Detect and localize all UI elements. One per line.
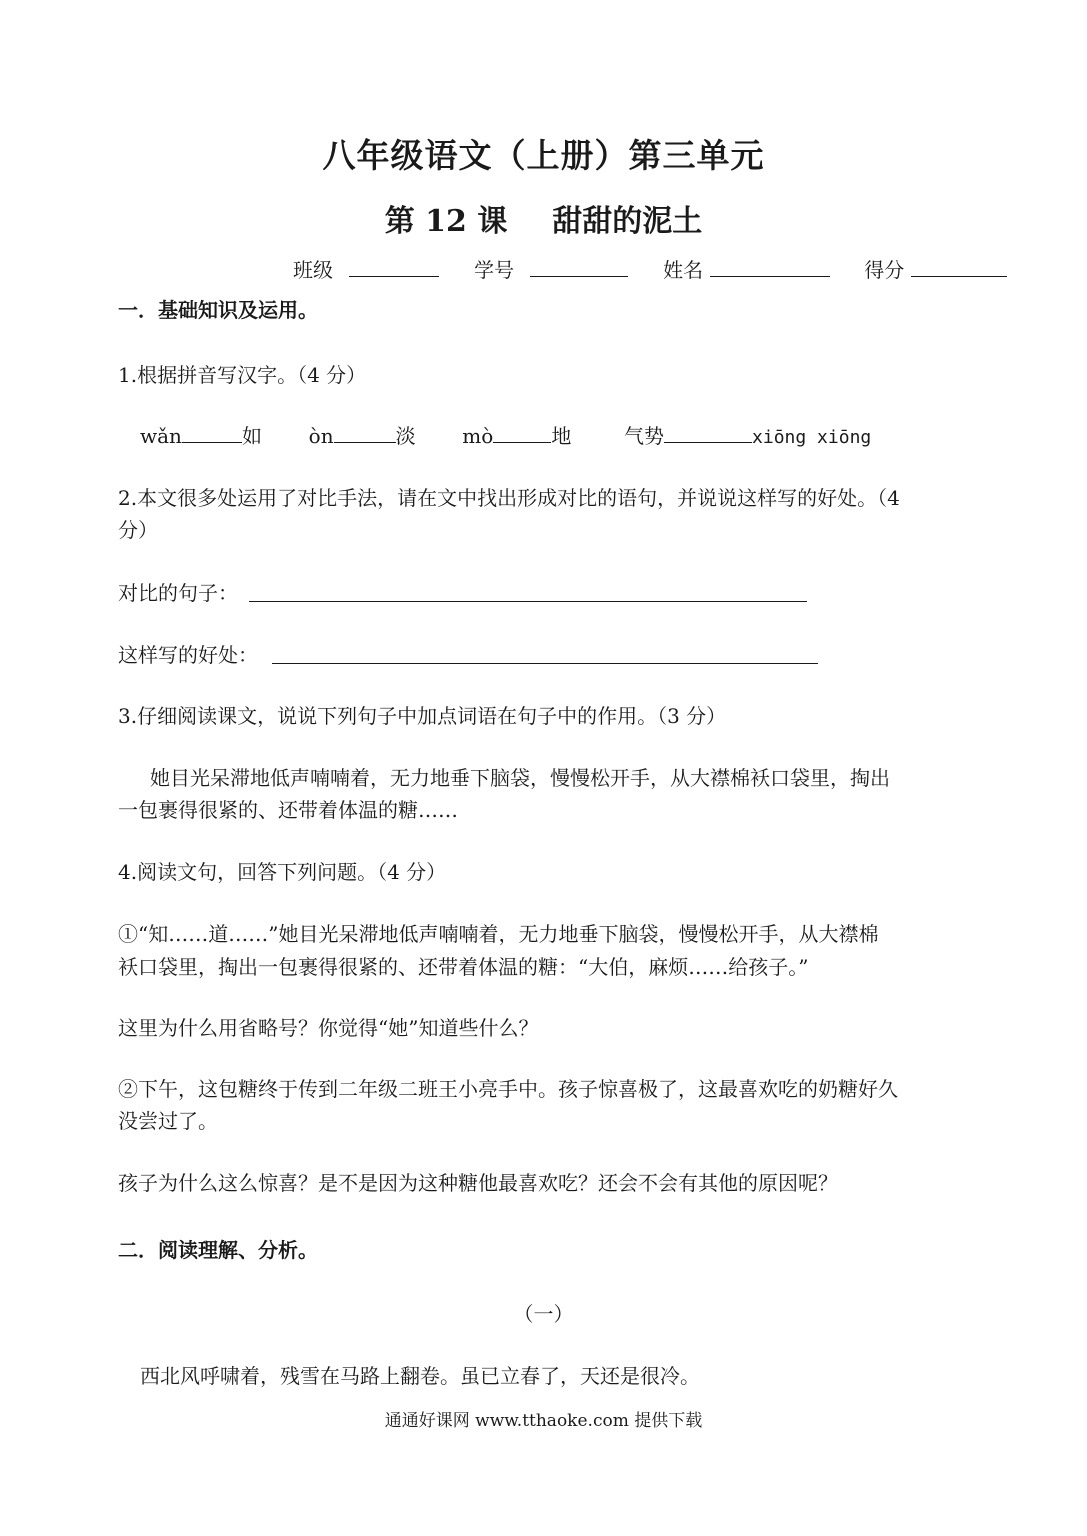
score-field[interactable] bbox=[911, 254, 1007, 277]
q2-line1: 2.本文很多处运用了对比手法，请在文中找出形成对比的语句，并说说这样写的好处。（4 bbox=[118, 486, 900, 510]
page-footer: 通通好课网 www.tthaoke.com 提供下载 bbox=[384, 1411, 703, 1431]
q4-p1-question: 这里为什么用省略号？你觉得“她”知道些什么？ bbox=[118, 1016, 539, 1040]
section2-passage-line1: 西北风呼啸着，残雪在马路上翻卷。虽已立春了，天还是很冷。 bbox=[140, 1364, 700, 1388]
q1-item-1-char: 如 bbox=[241, 424, 262, 448]
class-field[interactable] bbox=[349, 254, 439, 277]
q4-p2-line2: 没尝过了。 bbox=[118, 1109, 218, 1133]
q4-text: 4.阅读文句，回答下列问题。（4 分） bbox=[118, 860, 447, 884]
q1-item-4-pinyin: xiōng xiōng bbox=[752, 427, 872, 448]
q4-p2-line1: ②下午，这包糖终于传到二年级二班王小亮手中。孩子惊喜极了，这最喜欢吃的奶糖好久 bbox=[118, 1077, 898, 1101]
name-field[interactable] bbox=[710, 254, 830, 277]
q3-text: 3.仔细阅读课文，说说下列句子中加点词语在句子中的作用。（3 分） bbox=[118, 704, 727, 728]
page-title: 八年级语文（上册）第三单元 bbox=[322, 136, 765, 175]
student-info-row bbox=[293, 253, 1007, 287]
number-label: 学号 bbox=[474, 258, 515, 282]
q4-p2-question: 孩子为什么这么惊喜？是不是因为这种糖他最喜欢吃？还会不会有其他的原因呢？ bbox=[118, 1171, 838, 1195]
q1-item-1-pinyin: wǎn bbox=[140, 424, 182, 448]
q1-item-4-blank[interactable] bbox=[664, 420, 752, 443]
class-label: 班级 bbox=[293, 258, 333, 282]
section2-heading: 二．阅读理解、分析。 bbox=[118, 1238, 318, 1262]
q2-benefit-answer-line[interactable] bbox=[272, 663, 818, 664]
name-label: 姓名 bbox=[663, 258, 704, 282]
q1-item-3-pinyin: mò bbox=[462, 424, 494, 448]
q1-item-1-blank[interactable] bbox=[182, 420, 242, 443]
number-field[interactable] bbox=[530, 254, 628, 277]
score-label: 得分 bbox=[864, 258, 905, 282]
q4-p1-line1: ①“知……道……”她目光呆滞地低声喃喃着，无力地垂下脑袋，慢慢松开手，从大襟棉 bbox=[118, 922, 879, 946]
q2-contrast-label: 对比的句子： bbox=[118, 581, 238, 605]
q1-item-2-pinyin: òn bbox=[308, 424, 334, 448]
section2-part-label: （一） bbox=[513, 1302, 574, 1326]
q1-item-3-char: 地 bbox=[551, 424, 572, 448]
section1-heading: 一．基础知识及运用。 bbox=[118, 298, 318, 322]
q1-item-2-blank[interactable] bbox=[334, 420, 396, 443]
q2-benefit-label: 这样写的好处： bbox=[118, 643, 258, 667]
q1-item-4-prefix: 气势 bbox=[624, 424, 665, 448]
q1-item-2-char: 淡 bbox=[395, 424, 416, 448]
q3-passage-line1: 她目光呆滞地低声喃喃着，无力地垂下脑袋，慢慢松开手，从大襟棉袄口袋里，掏出 bbox=[150, 766, 890, 790]
q2-line2: 分） bbox=[118, 518, 158, 542]
lesson-number: 第 12 课 bbox=[384, 204, 508, 239]
lesson-name: 甜甜的泥土 bbox=[552, 204, 703, 239]
q1-items bbox=[140, 419, 871, 455]
q3-passage-line2: 一包裹得很紧的、还带着体温的糖…… bbox=[118, 798, 458, 822]
q4-p1-line2: 袄口袋里，掏出一包裹得很紧的、还带着体温的糖：“大伯，麻烦……给孩子。” bbox=[118, 955, 809, 979]
q2-contrast-answer-line[interactable] bbox=[249, 601, 807, 602]
lesson-subtitle bbox=[0, 196, 1087, 240]
q1-item-3-blank[interactable] bbox=[493, 420, 551, 443]
q1-text: 1.根据拼音写汉字。（4 分） bbox=[118, 363, 367, 387]
